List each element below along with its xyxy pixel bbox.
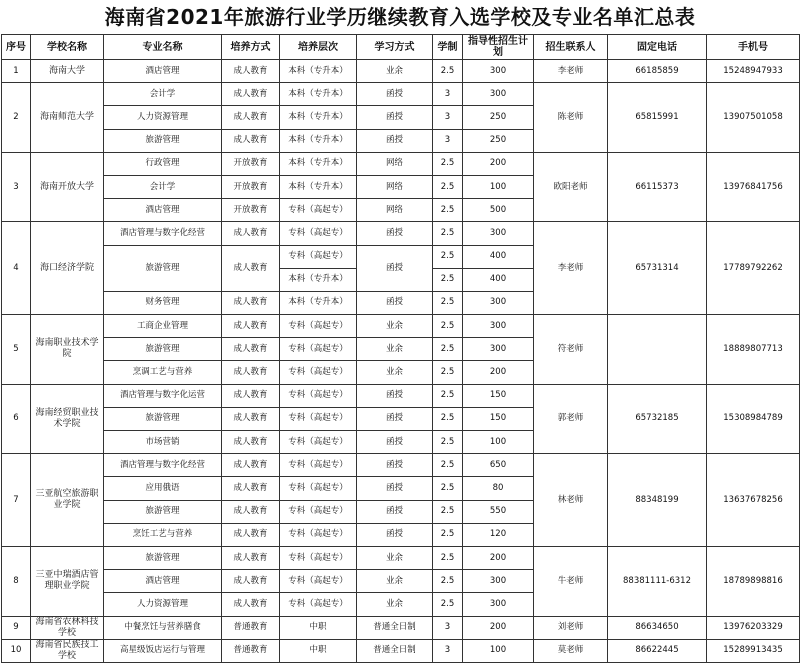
study-mode: 网络 [357, 175, 433, 198]
landline-phone: 66115373 [608, 152, 707, 222]
mobile-phone: 13976203329 [707, 616, 800, 639]
study-mode: 网络 [357, 152, 433, 175]
study-mode: 普通全日制 [357, 616, 433, 639]
major-name: 应用俄语 [104, 477, 222, 500]
major-name: 旅游管理 [104, 500, 222, 523]
enrollment-plan: 200 [463, 152, 534, 175]
study-mode: 业余 [357, 361, 433, 384]
enrollment-plan: 100 [463, 639, 534, 662]
training-mode: 成人教育 [222, 106, 280, 129]
study-mode: 函授 [357, 500, 433, 523]
training-mode: 成人教育 [222, 245, 280, 291]
duration-years: 2.5 [433, 60, 463, 83]
table-row [2, 152, 800, 175]
enrollment-plan: 200 [463, 546, 534, 569]
major-name: 酒店管理 [104, 60, 222, 83]
study-mode: 函授 [357, 106, 433, 129]
enrollment-plan: 120 [463, 523, 534, 546]
mobile-phone: 13907501058 [707, 83, 800, 153]
major-name: 旅游管理 [104, 245, 222, 291]
duration-years: 2.5 [433, 431, 463, 454]
training-mode: 成人教育 [222, 315, 280, 338]
training-level: 专科（高起专） [280, 384, 357, 407]
major-name: 人力资源管理 [104, 593, 222, 616]
mobile-phone: 15289913435 [707, 639, 800, 662]
table-row [2, 83, 800, 106]
major-name: 市场营销 [104, 431, 222, 454]
school-name: 海南职业技术学院 [31, 315, 104, 385]
study-mode: 函授 [357, 407, 433, 430]
enrollment-plan: 500 [463, 199, 534, 222]
header-study: 学习方式 [357, 35, 433, 60]
major-name: 旅游管理 [104, 407, 222, 430]
study-mode: 业余 [357, 546, 433, 569]
duration-years: 2.5 [433, 523, 463, 546]
landline-phone: 88381111-6312 [608, 546, 707, 616]
major-name: 酒店管理 [104, 199, 222, 222]
contact-person: 李老师 [534, 222, 608, 315]
training-mode: 成人教育 [222, 477, 280, 500]
study-mode: 函授 [357, 245, 433, 291]
training-level: 专科（高起专） [280, 361, 357, 384]
major-name: 烹饪工艺与营养 [104, 523, 222, 546]
major-name: 酒店管理与数字化运营 [104, 384, 222, 407]
training-mode: 成人教育 [222, 60, 280, 83]
training-mode: 成人教育 [222, 523, 280, 546]
training-mode: 成人教育 [222, 593, 280, 616]
enrollment-plan: 300 [463, 570, 534, 593]
contact-person: 郭老师 [534, 384, 608, 454]
training-mode: 开放教育 [222, 199, 280, 222]
training-mode: 成人教育 [222, 570, 280, 593]
study-mode: 函授 [357, 384, 433, 407]
duration-years: 2.5 [433, 546, 463, 569]
training-mode: 成人教育 [222, 454, 280, 477]
landline-phone: 65815991 [608, 83, 707, 153]
duration-years: 2.5 [433, 175, 463, 198]
training-mode: 成人教育 [222, 338, 280, 361]
duration-years: 2.5 [433, 570, 463, 593]
major-name: 酒店管理与数字化经营 [104, 454, 222, 477]
mobile-phone: 18789898816 [707, 546, 800, 616]
training-mode: 成人教育 [222, 407, 280, 430]
header-contact: 招生联系人 [534, 35, 608, 60]
training-level: 专科（高起专） [280, 477, 357, 500]
major-name: 酒店管理 [104, 570, 222, 593]
training-level: 本科（专升本） [280, 83, 357, 106]
duration-years: 2.5 [433, 500, 463, 523]
enrollment-table [1, 34, 800, 663]
table-row [2, 454, 800, 477]
duration-years: 2.5 [433, 384, 463, 407]
training-mode: 成人教育 [222, 431, 280, 454]
training-mode: 成人教育 [222, 546, 280, 569]
study-mode: 业余 [357, 60, 433, 83]
mobile-phone: 13637678256 [707, 454, 800, 547]
duration-years: 2.5 [433, 477, 463, 500]
major-name: 中餐烹饪与营养膳食 [104, 616, 222, 639]
duration-years: 2.5 [433, 315, 463, 338]
enrollment-plan: 300 [463, 291, 534, 314]
duration-years: 3 [433, 616, 463, 639]
training-mode: 成人教育 [222, 222, 280, 245]
enrollment-plan: 400 [463, 245, 534, 268]
training-mode: 开放教育 [222, 152, 280, 175]
page-title: 海南省2021年旅游行业学历继续教育入选学校及专业名单汇总表 [104, 5, 696, 29]
study-mode: 函授 [357, 477, 433, 500]
training-level: 本科（专升本） [280, 106, 357, 129]
duration-years: 2.5 [433, 199, 463, 222]
enrollment-plan: 300 [463, 315, 534, 338]
training-mode: 成人教育 [222, 83, 280, 106]
contact-person: 欧阳老师 [534, 152, 608, 222]
table-row [2, 616, 800, 639]
major-name: 高星级饭店运行与管理 [104, 639, 222, 662]
duration-years: 3 [433, 639, 463, 662]
school-name: 海南省农林科技学校 [31, 616, 104, 639]
mobile-phone: 15248947933 [707, 60, 800, 83]
header-plan: 指导性招生计划 [463, 35, 534, 60]
training-level: 专科（高起专） [280, 407, 357, 430]
contact-person: 陈老师 [534, 83, 608, 153]
study-mode: 网络 [357, 199, 433, 222]
training-level: 专科（高起专） [280, 593, 357, 616]
duration-years: 2.5 [433, 593, 463, 616]
study-mode: 业余 [357, 593, 433, 616]
enrollment-plan: 150 [463, 384, 534, 407]
training-level: 专科（高起专） [280, 454, 357, 477]
training-level: 专科（高起专） [280, 500, 357, 523]
contact-person: 刘老师 [534, 616, 608, 639]
table-row [2, 222, 800, 245]
training-level: 本科（专升本） [280, 152, 357, 175]
duration-years: 2.5 [433, 222, 463, 245]
header-major: 专业名称 [104, 35, 222, 60]
enrollment-plan: 300 [463, 222, 534, 245]
contact-person: 林老师 [534, 454, 608, 547]
training-level: 专科（高起专） [280, 245, 357, 268]
enrollment-plan: 150 [463, 407, 534, 430]
training-level: 专科（高起专） [280, 546, 357, 569]
enrollment-plan: 100 [463, 175, 534, 198]
enrollment-plan: 300 [463, 83, 534, 106]
duration-years: 3 [433, 83, 463, 106]
study-mode: 函授 [357, 222, 433, 245]
table-row [2, 384, 800, 407]
contact-person: 李老师 [534, 60, 608, 83]
training-level: 专科（高起专） [280, 431, 357, 454]
landline-phone [608, 315, 707, 385]
school-number: 1 [2, 60, 31, 83]
enrollment-plan: 300 [463, 338, 534, 361]
major-name: 人力资源管理 [104, 106, 222, 129]
major-name: 财务管理 [104, 291, 222, 314]
school-number: 4 [2, 222, 31, 315]
training-level: 本科（专升本） [280, 291, 357, 314]
enrollment-plan: 300 [463, 593, 534, 616]
study-mode: 业余 [357, 338, 433, 361]
study-mode: 普通全日制 [357, 639, 433, 662]
study-mode: 函授 [357, 523, 433, 546]
duration-years: 3 [433, 129, 463, 152]
header-phone: 固定电话 [608, 35, 707, 60]
training-mode: 成人教育 [222, 129, 280, 152]
duration-years: 2.5 [433, 407, 463, 430]
training-level: 专科（高起专） [280, 199, 357, 222]
enrollment-plan: 300 [463, 60, 534, 83]
major-name: 会计学 [104, 175, 222, 198]
contact-person: 牛老师 [534, 546, 608, 616]
enrollment-plan: 200 [463, 616, 534, 639]
header-school: 学校名称 [31, 35, 104, 60]
landline-phone: 65731314 [608, 222, 707, 315]
duration-years: 2.5 [433, 291, 463, 314]
contact-person: 符老师 [534, 315, 608, 385]
table-row [2, 315, 800, 338]
training-level: 专科（高起专） [280, 570, 357, 593]
major-name: 烹调工艺与营养 [104, 361, 222, 384]
school-name: 海口经济学院 [31, 222, 104, 315]
training-level: 中职 [280, 639, 357, 662]
major-name: 酒店管理与数字化经营 [104, 222, 222, 245]
contact-person: 莫老师 [534, 639, 608, 662]
training-level: 专科（高起专） [280, 523, 357, 546]
header-level: 培养层次 [280, 35, 357, 60]
landline-phone: 66185859 [608, 60, 707, 83]
duration-years: 2.5 [433, 338, 463, 361]
study-mode: 函授 [357, 431, 433, 454]
training-level: 本科（专升本） [280, 129, 357, 152]
training-level: 本科（专升本） [280, 60, 357, 83]
landline-phone: 86622445 [608, 639, 707, 662]
table-body [2, 60, 800, 663]
school-number: 9 [2, 616, 31, 639]
training-level: 本科（专升本） [280, 268, 357, 291]
major-name: 行政管理 [104, 152, 222, 175]
school-number: 3 [2, 152, 31, 222]
study-mode: 业余 [357, 315, 433, 338]
school-number: 6 [2, 384, 31, 454]
enrollment-plan: 200 [463, 361, 534, 384]
mobile-phone: 18889807713 [707, 315, 800, 385]
landline-phone: 65732185 [608, 384, 707, 454]
duration-years: 3 [433, 106, 463, 129]
training-mode: 普通教育 [222, 616, 280, 639]
training-level: 本科（专升本） [280, 175, 357, 198]
mobile-phone: 13976841756 [707, 152, 800, 222]
table-row [2, 60, 800, 83]
table-row [2, 639, 800, 662]
duration-years: 2.5 [433, 454, 463, 477]
header-mobile: 手机号 [707, 35, 800, 60]
landline-phone: 86634650 [608, 616, 707, 639]
training-mode: 成人教育 [222, 500, 280, 523]
table-row [2, 546, 800, 569]
major-name: 旅游管理 [104, 338, 222, 361]
study-mode: 函授 [357, 291, 433, 314]
enrollment-plan: 80 [463, 477, 534, 500]
major-name: 会计学 [104, 83, 222, 106]
school-name: 海南师范大学 [31, 83, 104, 153]
training-mode: 成人教育 [222, 291, 280, 314]
school-name: 海南开放大学 [31, 152, 104, 222]
enrollment-plan: 250 [463, 106, 534, 129]
school-name: 三亚中瑞酒店管理职业学院 [31, 546, 104, 616]
school-name: 海南省民族技工学校 [31, 639, 104, 662]
training-level: 中职 [280, 616, 357, 639]
training-level: 专科（高起专） [280, 338, 357, 361]
duration-years: 2.5 [433, 268, 463, 291]
school-number: 7 [2, 454, 31, 547]
major-name: 旅游管理 [104, 129, 222, 152]
header-no: 序号 [2, 35, 31, 60]
duration-years: 2.5 [433, 152, 463, 175]
school-name: 海南经贸职业技术学院 [31, 384, 104, 454]
enrollment-plan: 100 [463, 431, 534, 454]
major-name: 旅游管理 [104, 546, 222, 569]
enrollment-plan: 250 [463, 129, 534, 152]
duration-years: 2.5 [433, 361, 463, 384]
header-mode: 培养方式 [222, 35, 280, 60]
training-level: 专科（高起专） [280, 222, 357, 245]
duration-years: 2.5 [433, 245, 463, 268]
landline-phone: 88348199 [608, 454, 707, 547]
major-name: 工商企业管理 [104, 315, 222, 338]
training-mode: 成人教育 [222, 361, 280, 384]
training-mode: 普通教育 [222, 639, 280, 662]
training-mode: 成人教育 [222, 384, 280, 407]
mobile-phone: 15308984789 [707, 384, 800, 454]
header-years: 学制 [433, 35, 463, 60]
school-number: 10 [2, 639, 31, 662]
study-mode: 函授 [357, 454, 433, 477]
school-number: 2 [2, 83, 31, 153]
school-name: 海南大学 [31, 60, 104, 83]
school-name: 三亚航空旅游职业学院 [31, 454, 104, 547]
training-level: 专科（高起专） [280, 315, 357, 338]
study-mode: 函授 [357, 83, 433, 106]
study-mode: 业余 [357, 570, 433, 593]
training-mode: 开放教育 [222, 175, 280, 198]
school-number: 5 [2, 315, 31, 385]
study-mode: 函授 [357, 129, 433, 152]
school-number: 8 [2, 546, 31, 616]
header-row [2, 35, 800, 60]
enrollment-plan: 550 [463, 500, 534, 523]
enrollment-plan: 650 [463, 454, 534, 477]
enrollment-plan: 400 [463, 268, 534, 291]
mobile-phone: 17789792262 [707, 222, 800, 315]
